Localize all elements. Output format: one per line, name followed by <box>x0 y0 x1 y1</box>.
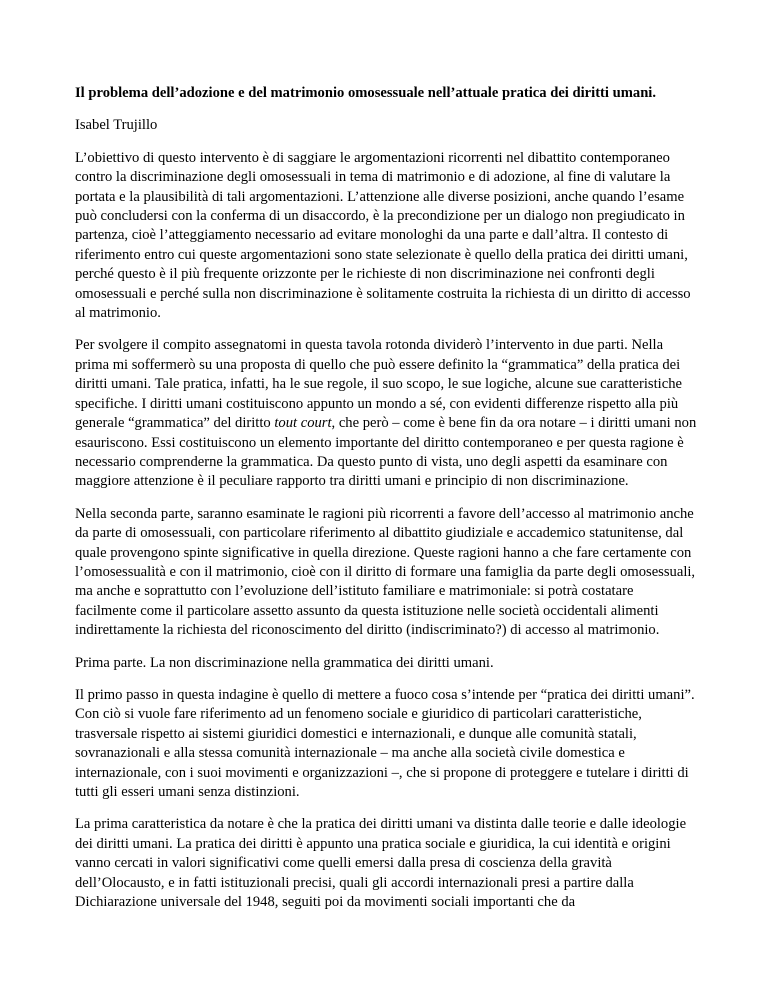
paragraph-first-characteristic: La prima caratteristica da notare è che la pratica dei diritti umani va distinta dalle teorie e dalle ideologie dei diritti umani. La pratica dei diritti è appunto una pratica sociale e giuridica, la cui identità e origini vanno cercati in valori significativi come quelli emersi dalla presa di coscienza della gravità dell’Olocausto, e in fatti istituzionali precisi, quali gli accordi internazionali presi a partire dalla Dichiarazione universale del 1948, seguiti poi da movimenti sociali importanti che da <box>75 816 687 911</box>
document-title: Il problema dell’adozione e del matrimonio omosessuale nell’attuale pratica dei diritti umani. <box>75 85 657 101</box>
paragraph-structure-text-2: , che però – come è bene fin da ora notare – i diritti umani non esauriscono. Essi costituiscono un elemento importante del diritto contemporaneo e per questa ragione è necessario comprenderne la grammatica. Da questo punto di vista, uno degli aspetti da esaminare con maggiore attenzione è il peculiare rapporto tra diritti umani e principio di non discriminazione. <box>75 415 697 490</box>
section-heading: Prima parte. La non discriminazione nella grammatica dei diritti umani. <box>75 654 494 671</box>
document-author: Isabel Trujillo <box>75 117 158 134</box>
italic-phrase: tout court <box>274 415 332 432</box>
paragraph-intro: L’obiettivo di questo intervento è di saggiare le argomentazioni ricorrenti nel dibattito contemporaneo contro la discriminazione degli omosessuali in tema di matrimonio e di adozione, al fine di valutare la portata e la plausibilità di tali argomentazioni. L’attenzione alle diverse posizioni, anche quando l’esame può concludersi con la conferma di un disaccordo, è la precondizione per un dialogo non pregiudicato in partenza, cioè l’atteggiamento necessario ad evitare monologhi da una parte e dall’altra. Il contesto di riferimento entro cui queste argomentazioni sono state selezionate è quello della pratica dei diritti umani, perché questo è il più frequente orizzonte per le richieste di non discriminazione nei confronti degli omosessuali e perché sulla non discriminazione è solitamente costruita la richiesta di un diritto di accesso al matrimonio. <box>75 149 691 322</box>
paragraph-structure <box>75 336 697 491</box>
document-page <box>75 84 697 925</box>
paragraph-structure-text-1: Per svolgere il compito assegnatomi in questa tavola rotonda dividerò l’intervento in due parti. Nella prima mi soffermerò su una proposta di quello che può essere definito la “grammatica” della pratica dei diritti umani. Tale pratica, infatti, ha le sue regole, il suo scopo, le sue logiche, alcune sue caratteristiche specifiche. I diritti umani costituiscono appunto un mondo a sé, con evidenti differenze rispetto alla più generale “grammatica” del diritto <box>75 337 682 432</box>
paragraph-second-part: Nella seconda parte, saranno esaminate le ragioni più ricorrenti a favore dell’accesso al matrimonio anche da parte di omosessuali, con particolare riferimento al dibattito giudiziale e accademico statunitense, dal quale provengono spinte significative in quella direzione. Queste ragioni hanno a che fare certamente con l’omosessualità e con il matrimonio, cioè con il diritto di formare una famiglia da parte degli omosessuali, ma anche e soprattutto con l’evoluzione dell’istituto familiare e matrimoniale: si potrà costatare facilmente come il particolare assetto assunto da questa istituzione nelle società occidentali alimenti indirettamente la richiesta del riconoscimento del diritto (indiscriminato?) di accesso al matrimonio. <box>75 505 696 639</box>
paragraph-first-step: Il primo passo in questa indagine è quello di mettere a fuoco cosa s’intende per “pratica dei diritti umani”. Con ciò si vuole fare riferimento ad un fenomeno sociale e giuridico di particolari caratteristiche, trasversale rispetto ai sistemi giuridici domestici e internazionali, e dunque alle comunità statali, sovranazionali e alla stessa comunità internazionale – ma anche alla società civile domestica e internazionale, con i suoi movimenti e organizzazioni –, che si propone di proteggere e tutelare i diritti di tutti gli esseri umani senza distinzioni. <box>75 686 695 800</box>
